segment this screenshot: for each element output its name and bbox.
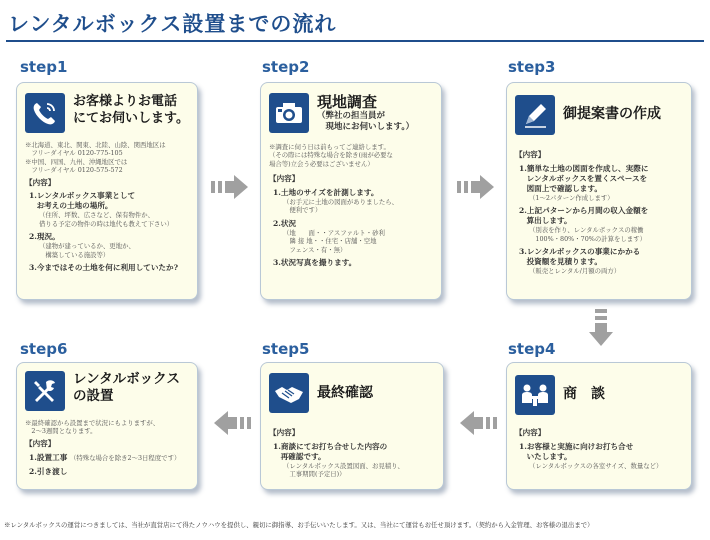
step2-item2: 2.状況 (273, 218, 297, 228)
step6-item1-detail: （特殊な場合を除き2～3日程度です） (69, 453, 181, 462)
step1-item2-detail: （建物が建っているか、更地か、 構築している施設等） (39, 242, 135, 259)
step1-item1: 1.レンタルボックス事業として お考えの土地の場所。 (29, 191, 136, 211)
step5-card (260, 362, 444, 490)
step5-label: step5 (262, 340, 310, 358)
step6-section: 【内容】 (25, 438, 56, 448)
step2-subtitle-line2: 現地にお伺いします。） (317, 122, 415, 132)
step4-card (506, 362, 692, 490)
step2-item1-detail: （お手元に土地の図面がありましたら、 便利です） (283, 198, 399, 215)
step2-item2-detail: （地 面・・アスファルト・砂利 隣 接 地・・住宅・店舗・空地 フェンス・有・無） (283, 228, 385, 254)
step5-item1: 1.商談にてお打ち合せした内容の 再確認です。 (273, 441, 388, 461)
step6-label: step6 (20, 340, 68, 358)
step6-note: ※最終確認から設置まで状況にもよりますが、 2～3週間となります。 (25, 419, 160, 436)
step2-title: 現地調査 (317, 93, 378, 111)
camera-icon (269, 93, 309, 133)
step3-title: 御提案書の作成 (563, 106, 661, 122)
arrow-right-icon (210, 172, 250, 202)
step6-title-line2: の設置 (73, 388, 114, 404)
step4-item1: 1.お客様と実施に向けお打ち合せ いたします。 (519, 441, 634, 461)
step5-section: 【内容】 (269, 428, 300, 437)
handshake-icon (269, 373, 309, 413)
step3-item2: 2.上記パターンから月間の収入金額を 算出します。 (519, 206, 649, 226)
step1-note: ※北海道、東北、関東、北陸、山陰、関西地区は フリーダイヤル 0120-775-105 ※中国、四国、九州、沖縄地区では フリーダイヤル 0120-575-572 (25, 141, 166, 175)
step3-item3-detail: （販売とレンタル/月額の両方） (529, 267, 621, 276)
step3-item1-detail: （1～2パターン作成します） (529, 193, 614, 202)
step2-card (260, 82, 442, 300)
meeting-icon (515, 375, 555, 415)
step3-item1: 1.簡単な土地の図面を作成し、実際に レンタルボックスを置くスペースを 図面上で確認します。 (519, 163, 649, 193)
step1-card (16, 82, 198, 300)
step6-card (16, 362, 198, 490)
step3-section: 【内容】 (515, 150, 546, 159)
step4-label: step4 (508, 340, 556, 358)
step6-item2: 2.引き渡し (29, 466, 68, 476)
step2-section: 【内容】 (269, 174, 300, 184)
phone-icon (25, 93, 65, 133)
step6-item1: 1.設置工事 （特殊な場合を除き2～3日程度です） (29, 452, 181, 462)
step2-item3: 3.状況写真を撮ります。 (273, 258, 357, 268)
arrow-down-icon (586, 308, 616, 348)
step2-label: step2 (262, 58, 310, 76)
pen-icon (515, 95, 555, 135)
step3-card (506, 82, 692, 300)
arrow-left-icon (458, 408, 498, 438)
step1-section: 【内容】 (25, 177, 56, 187)
step1-title-line2: にてお伺いします。 (73, 111, 189, 126)
step4-section: 【内容】 (515, 428, 546, 437)
arrow-right-icon (456, 172, 496, 202)
step6-title-line1: レンタルボックス (73, 371, 180, 387)
step1-item1-detail: （住所、坪数、広さなど、保有物件か、 借りる予定の物件の時は地代も教えて下さい） (39, 211, 174, 228)
step1-title-line1: お客様よりお電話 (73, 94, 178, 109)
title-divider (6, 40, 704, 42)
step1-item2: 2.現況。 (29, 232, 60, 242)
footer-note: ※レンタルボックスの運営につきましては、当社が直営店にて得たノウハウを提供し、親切に御指導、お手伝いいたします。又は、当社にて運営もお任せ頂けます。（契約から入金管理、お客様の退出まで） (4, 521, 594, 529)
page-title: レンタルボックス設置までの流れ (8, 11, 337, 36)
step1-label: step1 (20, 58, 68, 76)
step3-label: step3 (508, 58, 556, 76)
step2-item1: 1.土地のサイズを計測します。 (273, 188, 379, 198)
step5-item1-detail: （レンタルボックス設置図面、お見積り、 工事期間(予定日)） (283, 461, 404, 479)
step2-subtitle-line1: （弊社の担当員が (317, 111, 386, 121)
step2-note: ※調査に伺う日は前もってご連絡します。 （その際には特殊な場合を除き(雨が必要な 場合等)立会う必要はございません） (269, 143, 393, 168)
step3-item2-detail: （別表を作り、レンタルボックスの稼働 100%・80%・70%の計算をします） (529, 226, 646, 243)
arrow-left-icon (212, 408, 252, 438)
step5-title: 最終確認 (317, 385, 373, 401)
step4-title: 商 談 (563, 386, 605, 402)
step1-item3: 3.今まではその土地を何に利用していたか? (29, 263, 179, 273)
step3-item3: 3.レンタルボックスの事業にかかる 投資額を見積ります。 (519, 247, 641, 267)
step4-item1-detail: （レンタルボックスの各室サイズ、数量など） (529, 461, 663, 470)
tools-icon (25, 371, 65, 411)
